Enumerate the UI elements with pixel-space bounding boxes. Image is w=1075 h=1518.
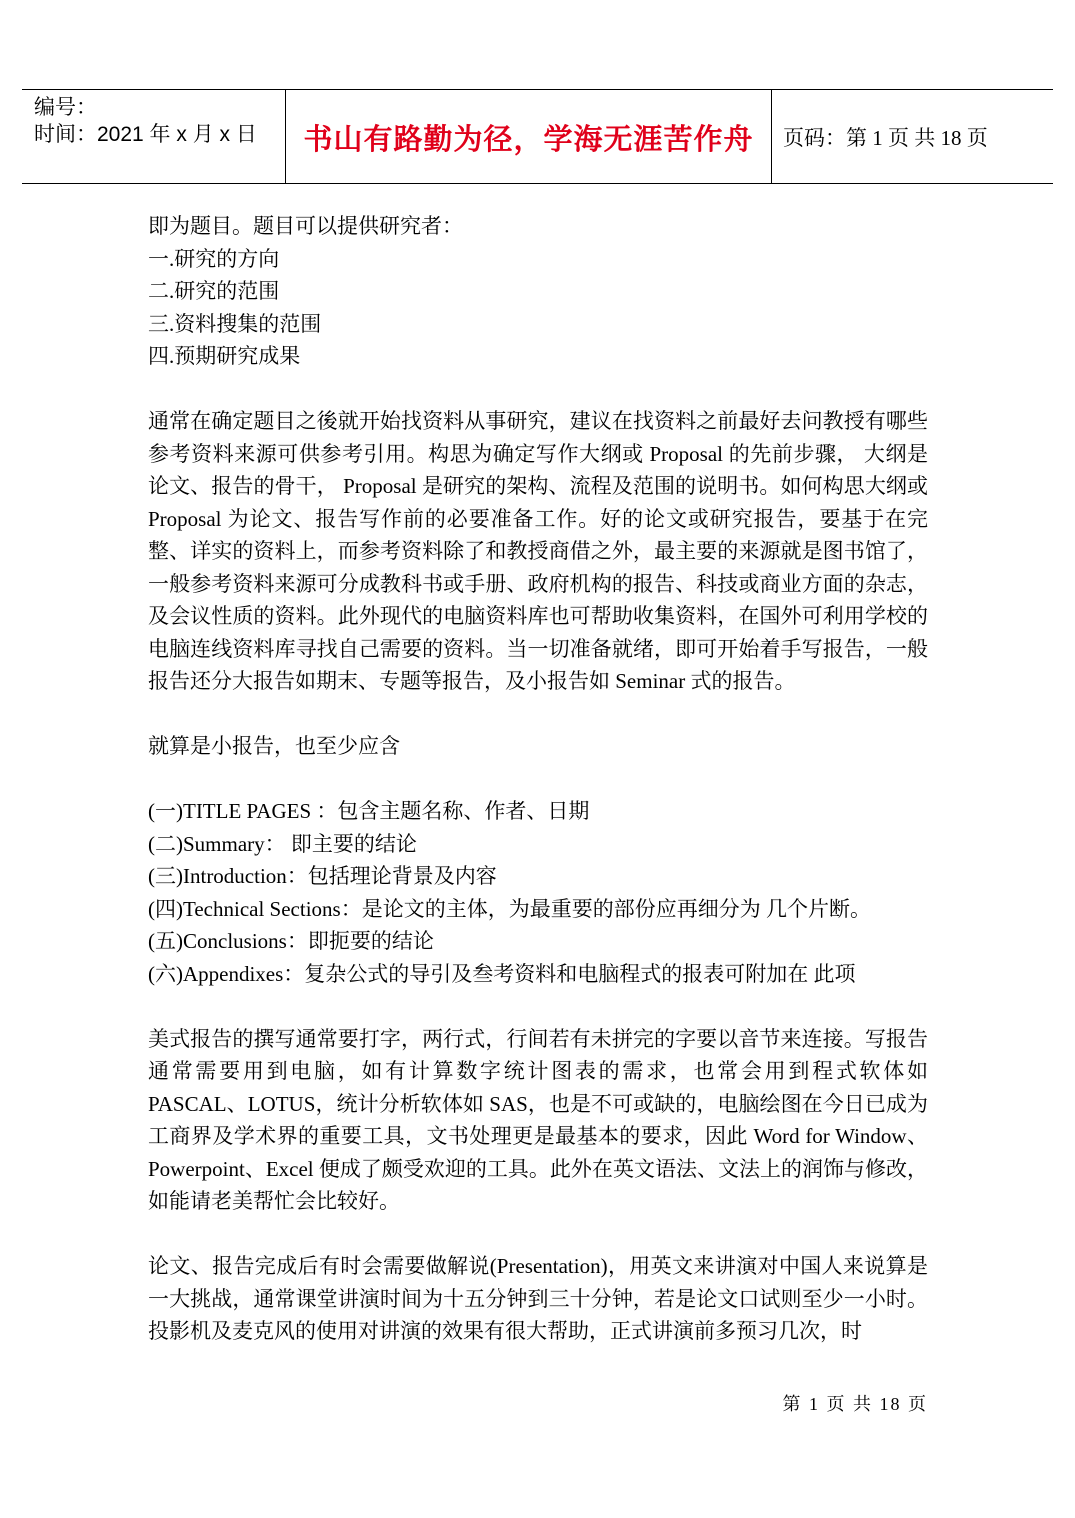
spacer	[148, 990, 928, 1023]
spacer	[148, 1218, 928, 1251]
document-number: 编号：	[34, 96, 97, 119]
list-item: (四)Technical Sections：是论文的主体，为最重要的部份应再细分为 几个片断。	[148, 896, 871, 921]
header-meta	[22, 90, 285, 183]
document-body	[148, 210, 928, 1348]
paragraph-american-report: 美式报告的撰写通常要打字，两行式，行间若有未拼完的字要以音节来连接。写报告通常需要用到电脑，如有计算数字统计图表的需求，也常会用到程式软体如 PASCAL、LOTUS，统计分析软体如 SAS，也是不可或缺的，电脑绘图在今日已成为工商界及学术界的重要工具，文书处理更是最基本的要求，因此 Word for Window、Powerpoint、Excel 便成了颇受欢迎的工具。此外在英文语法、文法上的润饰与修改，如能请老美帮忙会比较好。	[148, 1026, 928, 1213]
header-page-info-cell	[772, 90, 1053, 183]
list-item: (三)Introduction：包括理论背景及内容	[148, 864, 497, 888]
spacer	[148, 698, 928, 731]
list-item: (二)Summary： 即主要的结论	[148, 831, 417, 856]
list-item: 二.研究的范围	[148, 279, 280, 303]
list-item: 三.资料搜集的范围	[148, 311, 322, 336]
page-header	[22, 89, 1053, 184]
paragraph-presentation: 论文、报告完成后有时会需要做解说(Presentation)，用英文来讲演对中国人来说算是一大挑战，通常课堂讲演时间为十五分钟到三十分钟，若是论文口试则至少一小时。投影机及麦克风的使用对讲演的效果有很大帮助，正式讲演前多预习几次，时	[148, 1254, 928, 1343]
intro-line: 即为题目。题目可以提供研究者：	[148, 214, 463, 238]
page-footer: 第 1 页 共 18 页	[782, 1394, 928, 1414]
header-motto-cell	[285, 90, 772, 183]
header-page-info: 页码：第 1 页 共 18 页	[783, 125, 988, 150]
spacer	[148, 763, 928, 796]
list-item: 四.预期研究成果	[148, 344, 301, 368]
list-item: (五)Conclusions：即扼要的结论	[148, 929, 434, 953]
document-time: 时间：2021 年 x 月 x 日	[34, 123, 257, 146]
paragraph-small-report: 就算是小报告，也至少应含	[148, 734, 400, 758]
list-item: 一.研究的方向	[148, 246, 280, 271]
list-item: (一)TITLE PAGES ：包含主题名称、作者、日期	[148, 799, 590, 823]
list-item: (六)Appendixes：复杂公式的导引及叁考资料和电脑程式的报表可附加在 此项	[148, 961, 856, 986]
spacer	[148, 373, 928, 406]
header-motto: 书山有路勤为径，学海无涯苦作舟	[303, 122, 754, 156]
paragraph-research: 通常在确定题目之後就开始找资料从事研究，建议在找资料之前最好去问教授有哪些参考资料来源可供参考引用。构思为确定写作大纲或 Proposal 的先前步骤， 大纲是论文、报告的骨干， Proposal 是研究的架构、流程及范围的说明书。如何构思大纲或 Proposal 为论文、报告写作前的必要准备工作。好的论文或研究报告，要基于在完整、详实的资料上，而参考资料除了和教授商借之外，最主要的来源就是图书馆了，一般参考资料来源可分成教科书或手册、政府机构的报告、科技或商业方面的杂志，及会议性质的资料。此外现代的电脑资料库也可帮助收集资料，在国外可利用学校的电脑连线资料库寻找自己需要的资料。当一切准备就绪，即可开始着手写报告，一般报告还分大报告如期末、专题等报告，及小报告如 Seminar 式的报告。	[148, 409, 928, 693]
